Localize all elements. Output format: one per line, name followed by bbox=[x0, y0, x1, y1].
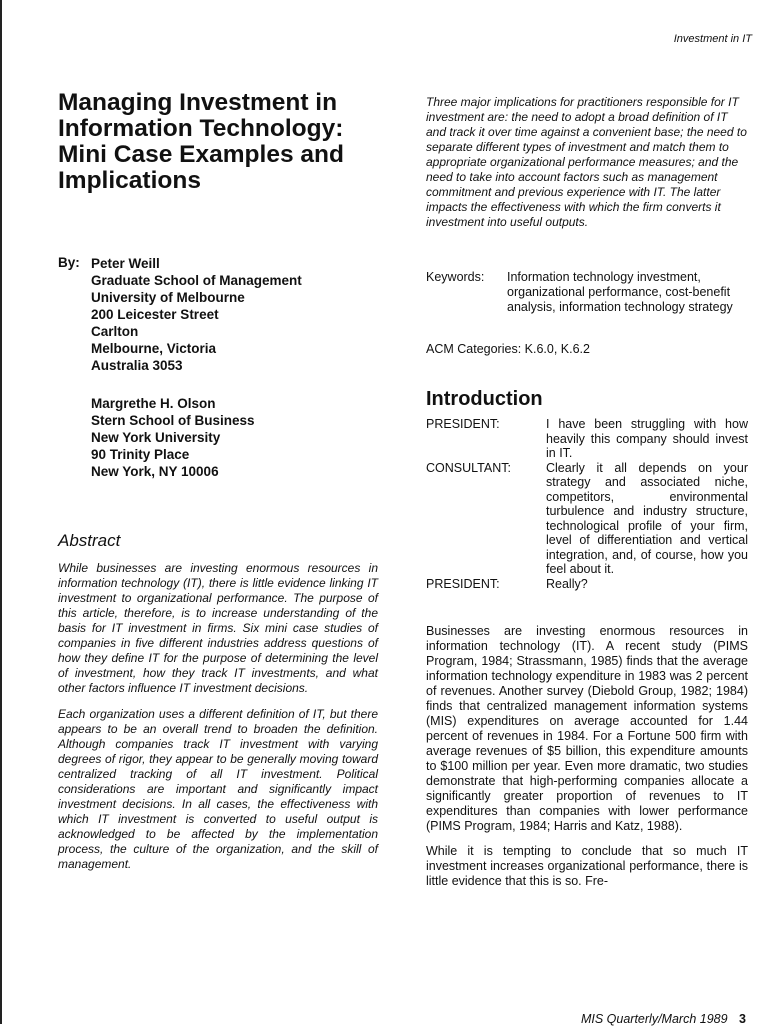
dialogue-turn bbox=[426, 577, 748, 592]
summary-paragraph: Three major implications for practitioners responsible for IT investment are: the need to adopt a broad definition of IT and track it over time against a convenient base; the need to separate different types of investment and match them to appropriate organizational performance measures; and the need to take into account factors such as management commitment and previous experience with IT. The latter impacts the effectiveness with which the firm converts it investment into useful outputs. bbox=[426, 95, 747, 229]
keywords-text: Information technology investment, organizational performance, cost-benefit analysis, information technology strategy bbox=[507, 270, 733, 314]
dialogue bbox=[426, 417, 748, 591]
journal-citation: MIS Quarterly/March 1989 bbox=[580, 1012, 728, 1026]
author-block-weill bbox=[91, 255, 391, 374]
author-name: Margrethe H. Olson bbox=[91, 396, 216, 411]
author-address-line: 200 Leicester Street bbox=[91, 307, 219, 322]
author-affiliation-line: Stern School of Business bbox=[91, 413, 255, 428]
dialogue-line: Really? bbox=[546, 576, 588, 591]
dialogue-line: I have been struggling with how heavily this company should invest in IT. bbox=[546, 417, 748, 460]
author-block-olson bbox=[91, 395, 391, 480]
dialogue-turn bbox=[426, 461, 748, 577]
introduction-heading: Introduction bbox=[426, 388, 543, 410]
abstract-paragraph: Each organization uses a different definition of IT, but there appears to be an overall trend to broaden the definition. Although companies track IT investment with varying degrees of rigor, they appear to be generally moving toward centralized tracking of all IT investment. Political considerations are important and significantly impact investment decisions. In all cases, the effectiveness with which IT investment is converted to useful output is acknowledged to be affected by the implementation process, the culture of the organization, and the skill of management. bbox=[58, 707, 378, 871]
body-paragraph: Businesses are investing enormous resources in information technology (IT). A recent study (PIMS Program, 1984; Strassmann, 1985) finds that the average information technology expenditure in 1983 was 2 percent of revenues. Another survey (Diebold Group, 1982; 1984) finds that centralized management information systems (MIS) expenditures on average accounted for 1.44 percent of revenues in 1984. For a Fortune 500 firm with average revenues of $5 billion, this expenditure amounts to $100 million per year. Even more dramatic, two studies demonstrate that high-performing companies allocate a significantly greater proportion of revenues to IT expenditures than companies with lower performance (PIMS Program, 1984; Harris and Katz, 1988). bbox=[426, 624, 748, 833]
body-paragraph: While it is tempting to conclude that so much IT investment increases organizational performance, there is little evidence that this is so. Fre- bbox=[426, 844, 748, 888]
dialogue-turn bbox=[426, 417, 748, 461]
author-name: Peter Weill bbox=[91, 256, 160, 271]
implications-summary bbox=[426, 95, 748, 230]
author-affiliation-line: New York University bbox=[91, 430, 221, 445]
author-address-line: Carlton bbox=[91, 324, 139, 339]
dialogue-line: Clearly it all depends on your strategy and associated niche, competitors, environmental turbulence and industry structure, technological profile of your firm, level of differentiation and vertical integration, and, of course, how you feel about it. bbox=[546, 460, 748, 576]
running-head: Investment in IT bbox=[673, 33, 752, 45]
byline-label: By: bbox=[58, 255, 80, 270]
acm-categories: ACM Categories: K.6.0, K.6.2 bbox=[426, 342, 590, 356]
page-edge-shadow bbox=[0, 0, 2, 1024]
author-affiliation-line: Graduate School of Management bbox=[91, 273, 302, 288]
page-number: 3 bbox=[739, 1012, 746, 1026]
abstract-body bbox=[58, 561, 378, 883]
author-address-line: New York, NY 10006 bbox=[91, 464, 219, 479]
dialogue-speaker: PRESIDENT: bbox=[426, 417, 500, 431]
dialogue-speaker: CONSULTANT: bbox=[426, 460, 511, 475]
abstract-paragraph: While businesses are investing enormous resources in information technology (IT), there is little evidence linking IT investment to organizational performance. The purpose of this article, therefore, is to increase understanding of the basis for IT investment in firms. Six mini case studies of companies in five different industries address questions of how they define IT for the purpose of determining the level of investment, how they track IT investments, and what other factors influence IT investment decisions. bbox=[58, 561, 378, 695]
author-address-line: Melbourne, Victoria bbox=[91, 341, 217, 356]
author-address-line: 90 Trinity Place bbox=[91, 447, 190, 462]
article-title: Managing Investment in Information Technology: Mini Case Examples and Implications bbox=[58, 89, 344, 194]
dialogue-speaker: PRESIDENT: bbox=[426, 576, 500, 591]
author-affiliation-line: University of Melbourne bbox=[91, 290, 245, 305]
abstract-heading: Abstract bbox=[58, 531, 121, 550]
introduction-body bbox=[426, 624, 748, 899]
keywords-label: Keywords: bbox=[426, 270, 485, 284]
author-address-line: Australia 3053 bbox=[91, 358, 183, 373]
